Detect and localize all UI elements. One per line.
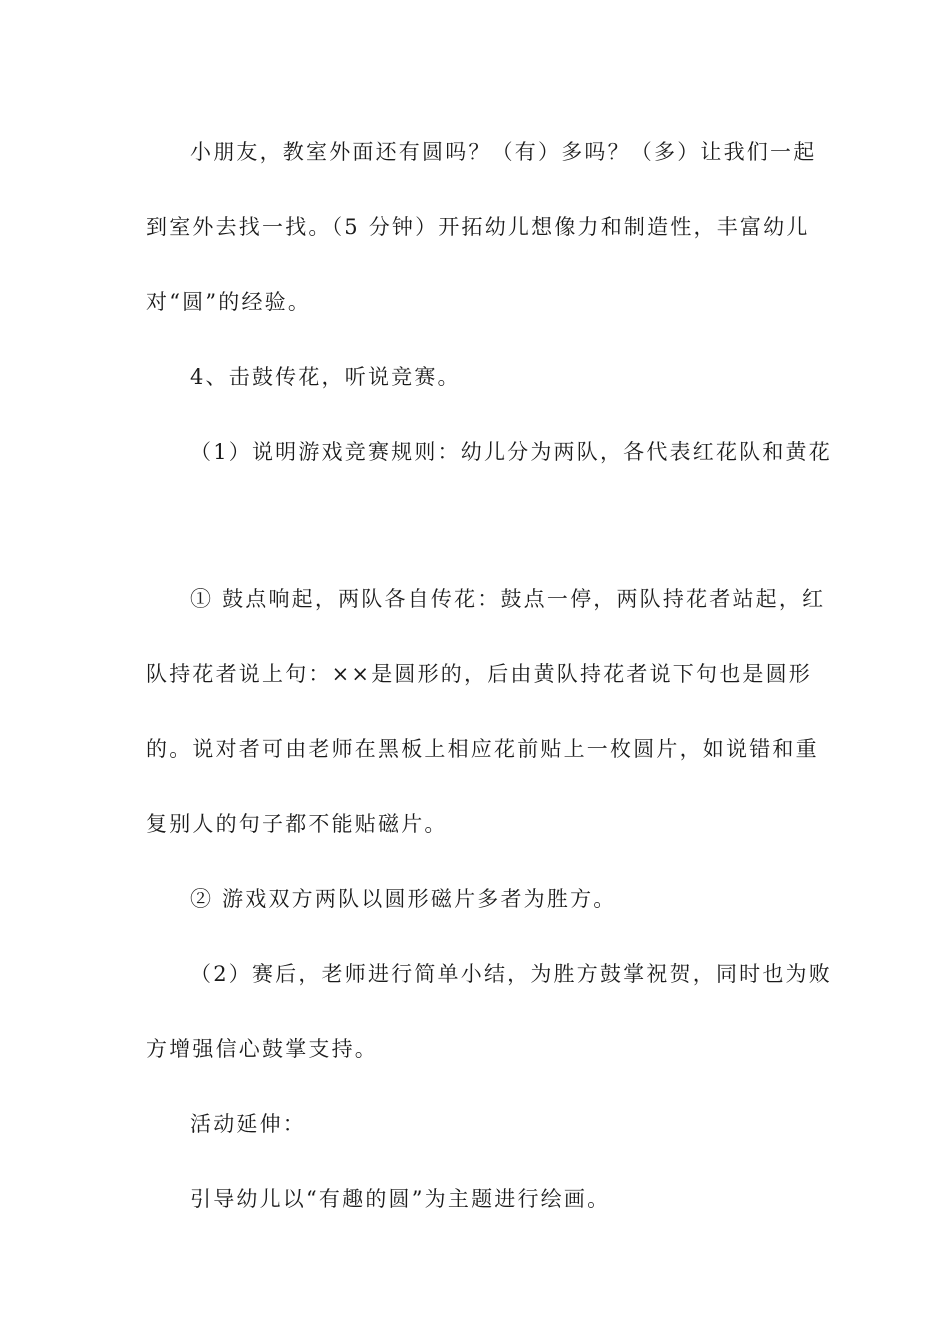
- extension-line: 引导幼儿以“有趣的圆”为主题进行绘画。: [190, 1187, 611, 1211]
- rule-1-line: （1）说明游戏竞赛规则：幼儿分为两队，各代表红花队和黄花: [190, 440, 832, 464]
- paragraph-line-2: 到室外去找一找。（5 分钟）开拓幼儿想像力和制造性，丰富幼儿: [146, 215, 810, 239]
- paragraph-line-1: 小朋友，教室外面还有圆吗？（有）多吗？（多）让我们一起: [190, 140, 817, 164]
- extension-heading: 活动延伸：: [190, 1112, 306, 1136]
- step-4-heading: 4、击鼓传花，听说竞赛。: [190, 365, 461, 389]
- paragraph-line-3: 对“圆”的经验。: [146, 290, 312, 314]
- summary-line-1: （2）赛后，老师进行简单小结，为胜方鼓掌祝贺，同时也为败: [190, 962, 832, 986]
- rule-item-1-line-4: 复别人的句子都不能贴磁片。: [146, 812, 448, 836]
- rule-item-1-line-1: ① 鼓点响起，两队各自传花：鼓点一停，两队持花者站起，红: [190, 587, 826, 611]
- summary-line-2: 方增强信心鼓掌支持。: [146, 1037, 378, 1061]
- rule-item-1-line-2: 队持花者说上句：××是圆形的，后由黄队持花者说下句也是圆形: [146, 662, 812, 686]
- rule-item-1-line-3: 的。说对者可由老师在黑板上相应花前贴上一枚圆片，如说错和重: [146, 737, 819, 761]
- rule-item-2-line: ② 游戏双方两队以圆形磁片多者为胜方。: [190, 887, 617, 911]
